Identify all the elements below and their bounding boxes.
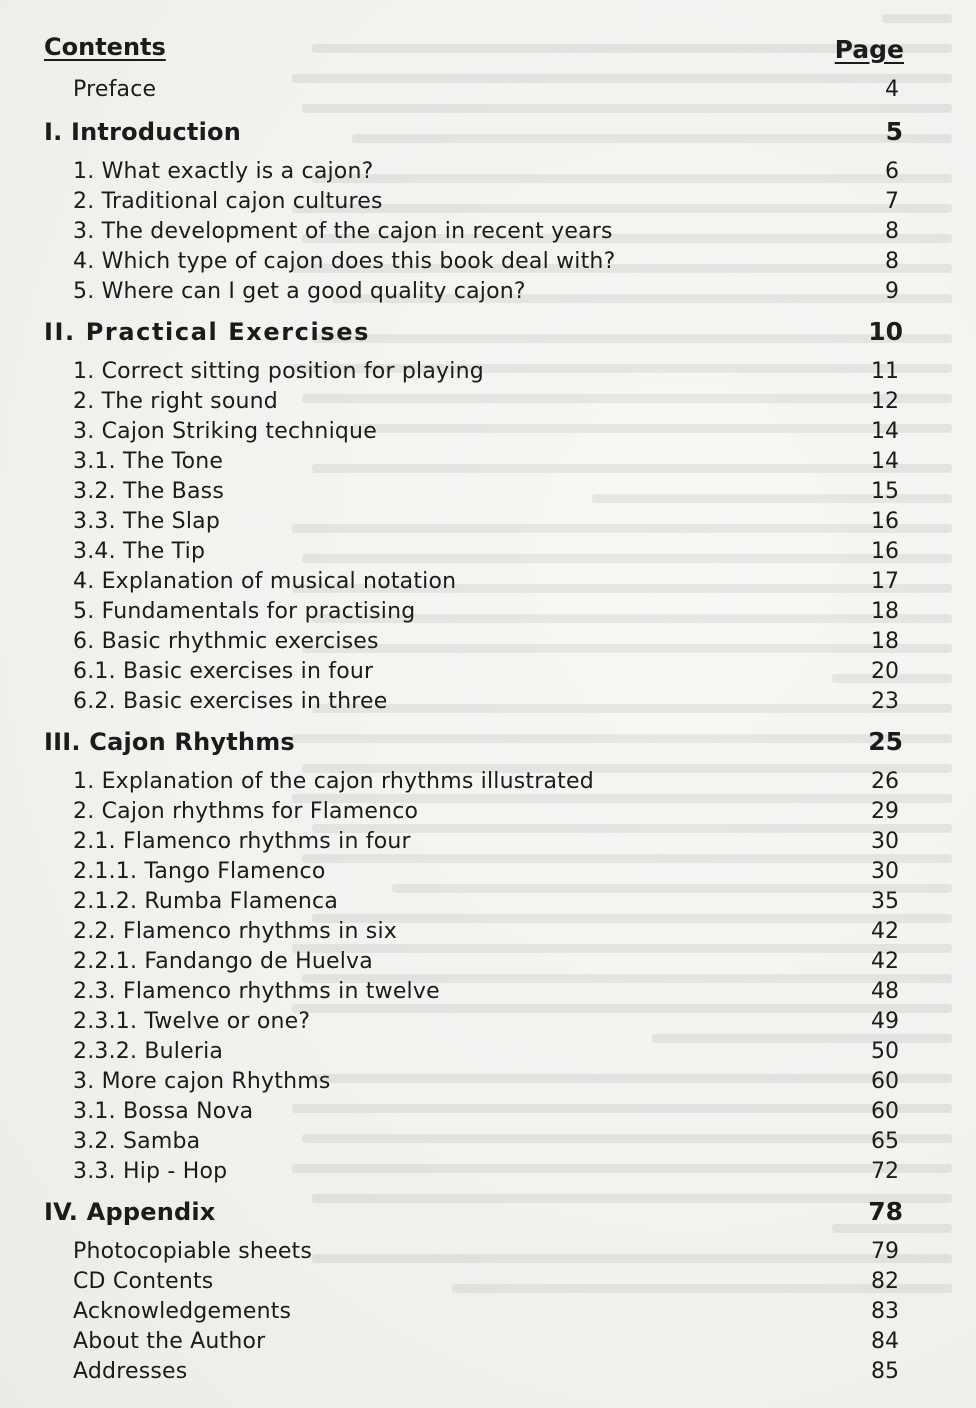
toc-entry-page-number: 16 [871, 539, 899, 564]
toc-entry-page-number: 14 [871, 449, 899, 474]
toc-entry [0, 857, 976, 887]
toc-entry [0, 447, 976, 477]
toc-entry-title: 6.2. Basic exercises in three [73, 689, 388, 714]
toc-entry-title: 2.2.1. Fandango de Huelva [73, 949, 373, 974]
toc-entry-page-number: 85 [871, 1359, 899, 1384]
toc-entry-title: Photocopiable sheets [73, 1239, 313, 1264]
toc-entry-title: IV. Appendix [44, 1198, 216, 1226]
toc-entry-page-number: 35 [871, 889, 899, 914]
toc-entry [0, 687, 976, 717]
toc-entry [0, 1357, 976, 1387]
toc-entry-title: 5. Fundamentals for practising [73, 599, 416, 624]
toc-section-heading [0, 317, 976, 347]
toc-entry [0, 75, 976, 105]
toc-entry-title: 3.3. The Slap [73, 509, 221, 534]
toc-entry-title: 4. Explanation of musical notation [73, 569, 457, 594]
toc-entry [0, 917, 976, 947]
toc-entry-page-number: 82 [871, 1269, 899, 1294]
toc-entry-page-number: 20 [871, 659, 899, 684]
toc-entry-page-number: 42 [871, 949, 899, 974]
toc-entry [0, 1267, 976, 1297]
toc-entry-page-number: 72 [871, 1159, 899, 1184]
toc-entry [0, 247, 976, 277]
page-column-title: Page [834, 35, 904, 64]
toc-section-heading [0, 1197, 976, 1227]
toc-entry [0, 1297, 976, 1327]
toc-entry-title: 3.2. The Bass [73, 479, 224, 504]
toc-entry-page-number: 48 [871, 979, 899, 1004]
toc-entry-title: 2.1.1. Tango Flamenco [73, 859, 326, 884]
toc-entry-title: Acknowledgements [73, 1299, 292, 1324]
toc-entry [0, 217, 976, 247]
toc-entry [0, 767, 976, 797]
toc-entry-title: 2.1.2. Rumba Flamenca [73, 889, 339, 914]
contents-title: Contents [44, 33, 166, 61]
toc-entry-page-number: 5 [885, 117, 903, 146]
toc-entry [0, 1037, 976, 1067]
toc-entry-title: 2.1. Flamenco rhythms in four [73, 829, 411, 854]
toc-entry [0, 627, 976, 657]
toc-section-heading [0, 117, 976, 147]
toc-entry [0, 797, 976, 827]
toc-entry-title: Addresses [73, 1359, 188, 1384]
toc-entry-page-number: 18 [871, 599, 899, 624]
toc-entry [0, 477, 976, 507]
toc-entry-title: 3. Cajon Striking technique [73, 419, 377, 444]
toc-entry [0, 1237, 976, 1267]
toc-entry-title: 2.2. Flamenco rhythms in six [73, 919, 397, 944]
toc-entry-page-number: 16 [871, 509, 899, 534]
toc-entry [0, 827, 976, 857]
toc-entry [0, 567, 976, 597]
toc-entry-page-number: 15 [871, 479, 899, 504]
toc-entry [0, 537, 976, 567]
toc-entry-title: About the Author [73, 1329, 266, 1354]
toc-entry-page-number: 65 [871, 1129, 899, 1154]
toc-entry-page-number: 79 [871, 1239, 899, 1264]
toc-entry-title: 2.3.2. Buleria [73, 1039, 224, 1064]
toc-entry-title: 1. What exactly is a cajon? [73, 159, 374, 184]
toc-entry [0, 157, 976, 187]
toc-entry [0, 1127, 976, 1157]
toc-entry-title: 1. Explanation of the cajon rhythms illustrated [73, 769, 594, 794]
toc-entry-page-number: 30 [871, 829, 899, 854]
toc-entry-page-number: 7 [885, 189, 899, 214]
toc-entry-title: 3.1. Bossa Nova [73, 1099, 254, 1124]
toc-entry-page-number: 23 [871, 689, 899, 714]
toc-entry-page-number: 25 [868, 727, 903, 756]
toc-entry-title: 6.1. Basic exercises in four [73, 659, 374, 684]
toc-entry-title: 6. Basic rhythmic exercises [73, 629, 379, 654]
toc-entry-page-number: 78 [868, 1197, 903, 1226]
toc-entry-page-number: 50 [871, 1039, 899, 1064]
toc-entry-page-number: 29 [871, 799, 899, 824]
toc-entry-page-number: 8 [885, 219, 899, 244]
toc-entry-page-number: 18 [871, 629, 899, 654]
toc-entry [0, 1327, 976, 1357]
toc-entry-title: 2.3.1. Twelve or one? [73, 1009, 311, 1034]
toc-entry-page-number: 4 [885, 77, 899, 102]
toc-entry-page-number: 84 [871, 1329, 899, 1354]
toc-entry-title: III. Cajon Rhythms [44, 728, 295, 756]
toc-entry-page-number: 17 [871, 569, 899, 594]
toc-entry-page-number: 11 [871, 359, 899, 384]
toc-entry-page-number: 10 [868, 317, 903, 346]
toc-entry [0, 187, 976, 217]
toc-entry-title: 3.1. The Tone [73, 449, 224, 474]
toc-entry-page-number: 83 [871, 1299, 899, 1324]
toc-entry-title: 2. Cajon rhythms for Flamenco [73, 799, 419, 824]
toc-entry-page-number: 42 [871, 919, 899, 944]
toc-entry-title: Preface [73, 77, 157, 102]
toc-entry-title: I. Introduction [44, 118, 241, 146]
toc-entry-page-number: 60 [871, 1069, 899, 1094]
toc-entry [0, 597, 976, 627]
toc-entry-title: 3.3. Hip - Hop [73, 1159, 228, 1184]
toc-entry-page-number: 6 [885, 159, 899, 184]
toc-entry [0, 1157, 976, 1187]
toc-entry-title: 1. Correct sitting position for playing [73, 359, 484, 384]
toc-entry [0, 357, 976, 387]
toc-entry-title: 3. The development of the cajon in recent years [73, 219, 613, 244]
toc-entry-page-number: 12 [871, 389, 899, 414]
toc-entry-title: CD Contents [73, 1269, 214, 1294]
toc-section-heading [0, 727, 976, 757]
toc-entry-title: 3.4. The Tip [73, 539, 206, 564]
toc-entry [0, 947, 976, 977]
toc-entry-title: 3. More cajon Rhythms [73, 1069, 331, 1094]
toc-entry [0, 1067, 976, 1097]
toc-entry-page-number: 8 [885, 249, 899, 274]
toc-entry [0, 277, 976, 307]
toc-header [44, 33, 904, 69]
toc-entry [0, 657, 976, 687]
toc-entry-page-number: 60 [871, 1099, 899, 1124]
toc-entry-title: 2.3. Flamenco rhythms in twelve [73, 979, 440, 1004]
toc-entry-title: 3.2. Samba [73, 1129, 201, 1154]
toc-entry-title: 5. Where can I get a good quality cajon? [73, 279, 526, 304]
toc-entry [0, 417, 976, 447]
toc-entry-title: 4. Which type of cajon does this book deal with? [73, 249, 616, 274]
toc-entry [0, 387, 976, 417]
toc-entry-page-number: 9 [885, 279, 899, 304]
toc-entry-title: II. Practical Exercises [44, 318, 370, 346]
toc-entry-page-number: 26 [871, 769, 899, 794]
toc-entry [0, 1097, 976, 1127]
toc-entry [0, 887, 976, 917]
toc-entry [0, 977, 976, 1007]
toc-entry-page-number: 49 [871, 1009, 899, 1034]
toc-entry-title: 2. Traditional cajon cultures [73, 189, 383, 214]
toc-entry-page-number: 30 [871, 859, 899, 884]
toc-entry-page-number: 14 [871, 419, 899, 444]
toc-entry [0, 1007, 976, 1037]
toc-entry-title: 2. The right sound [73, 389, 278, 414]
toc-entry [0, 507, 976, 537]
